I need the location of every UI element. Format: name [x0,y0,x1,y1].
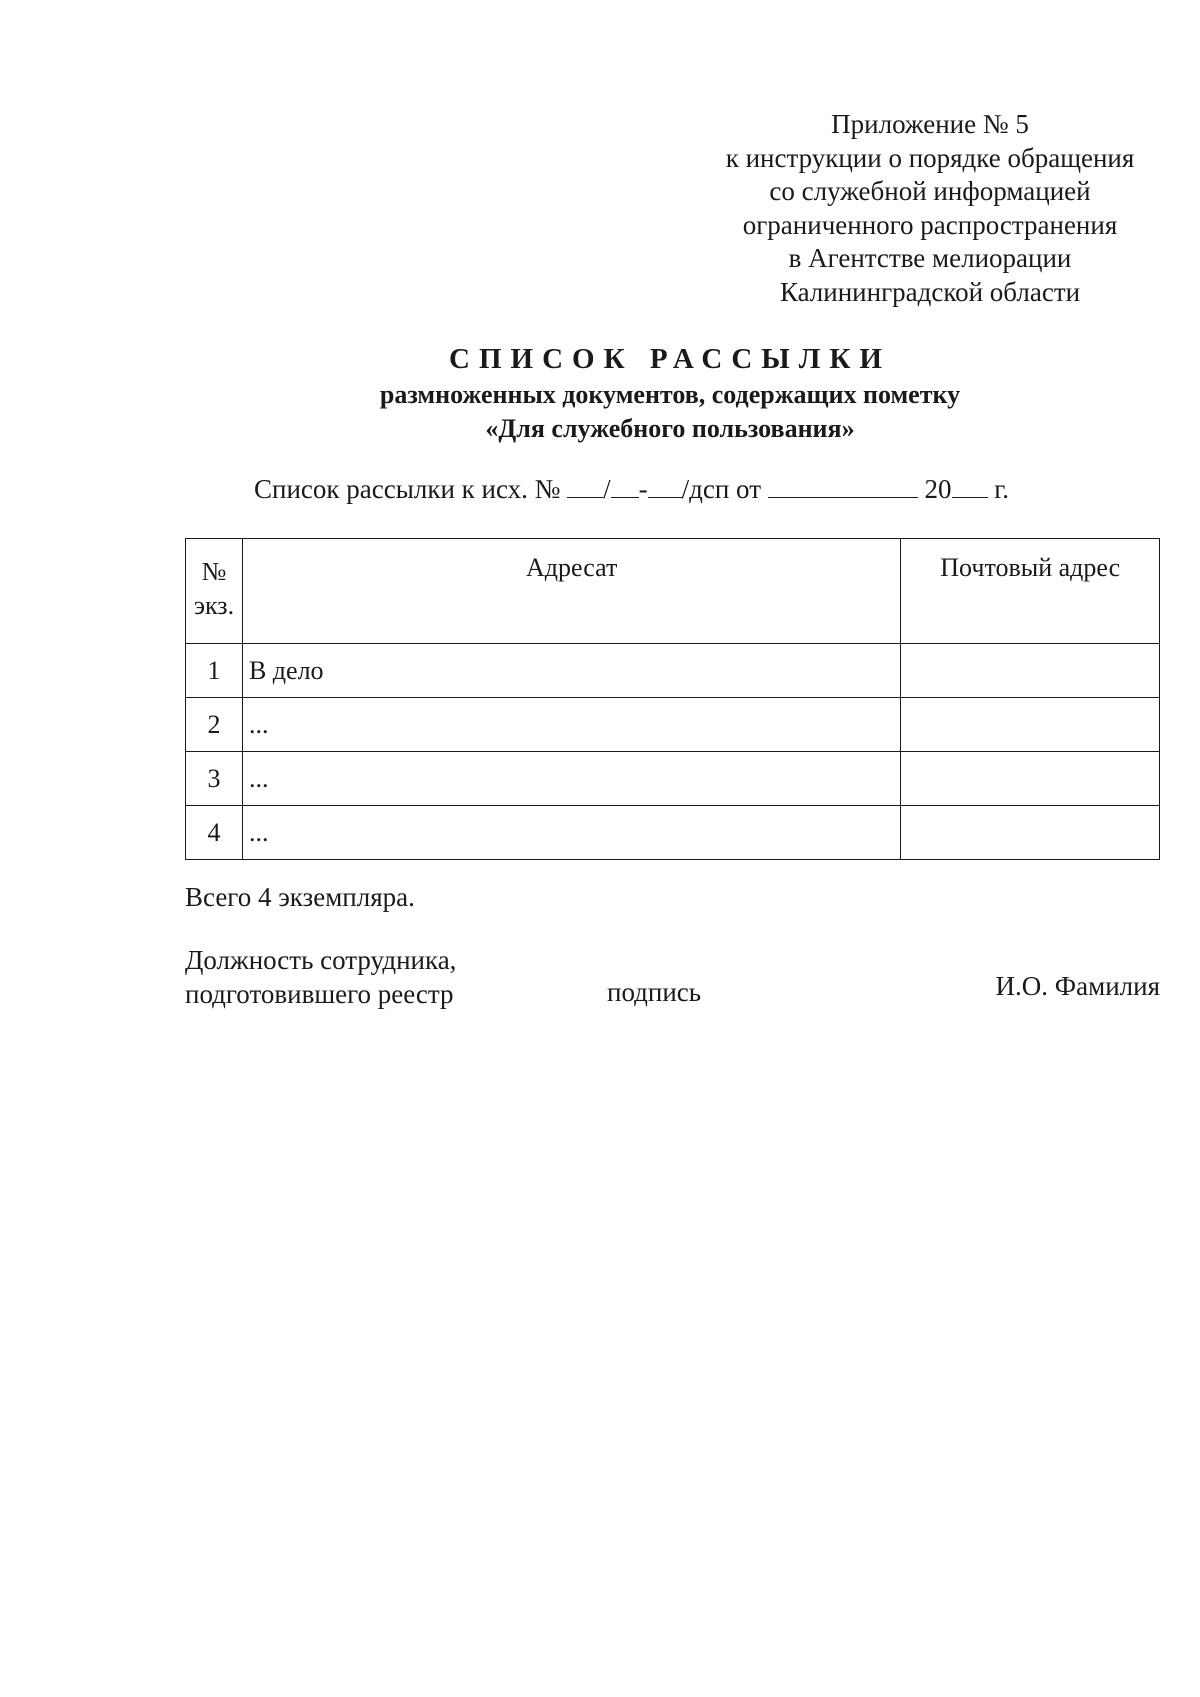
header-copy-number [186,539,243,644]
table-row [186,752,1160,806]
postal-address-cell [901,752,1160,806]
document-title: СПИСОК РАССЫЛКИ [449,343,891,375]
appendix-line: ограниченного распространения [742,209,1118,240]
blank-field [611,475,639,498]
appendix-line: Приложение № 5 [831,109,1029,139]
blank-field [648,475,682,498]
appendix-line: в Агентстве мелиорации [788,243,1072,273]
dash-separator: - [638,474,648,504]
copy-number-cell: 3 [186,752,243,806]
appendix-line: со служебной информацией [769,176,1091,206]
signatory-name: И.О. Фамилия [995,971,1160,1001]
header-copy-number-line2: экз. [193,591,235,620]
reference-prefix: Список рассылки к исх. № [254,474,561,504]
header-postal-address: Почтовый адрес [901,539,1160,644]
addressee-cell: В дело [242,644,900,698]
signatory-position-line1: Должность сотрудника, [185,945,457,975]
table-header-row [186,539,1160,644]
dsp-from-label: /дсп от [681,474,761,504]
addressee-cell: ... [242,806,900,860]
year-blank-field [952,475,988,498]
appendix-line: к инструкции о порядке обращения [725,142,1135,173]
year-prefix: 20 [924,474,952,504]
blank-field [567,475,603,498]
copy-number-cell: 1 [186,644,243,698]
signatory-position-line2: подготовившего реестр [185,979,454,1009]
postal-address-cell [901,698,1160,752]
addressee-cell: ... [242,752,900,806]
copy-number-cell: 2 [186,698,243,752]
date-blank-field [768,475,918,498]
addressee-cell: ... [242,698,900,752]
reference-line [254,474,1009,505]
header-addressee: Адресат [242,539,900,644]
appendix-line: Калининградской области [779,276,1081,307]
appendix-block [700,108,1160,309]
table-row [186,644,1160,698]
total-copies: Всего 4 экземпляра. [185,882,415,912]
table-row [186,806,1160,860]
table-row [186,698,1160,752]
document-subtitle: размноженных документов, содержащих пометку [379,380,961,409]
postal-address-cell [901,806,1160,860]
year-suffix: г. [994,474,1010,504]
copy-number-cell: 4 [186,806,243,860]
signature-label: подпись [607,977,702,1007]
postal-address-cell [901,644,1160,698]
distribution-table [185,538,1160,860]
slash-separator: / [603,474,611,504]
signatory-position [185,943,456,1011]
document-subtitle-marking: «Для служебного пользования» [485,414,855,443]
header-copy-number-line1: № [201,557,227,586]
title-block [240,340,1100,446]
